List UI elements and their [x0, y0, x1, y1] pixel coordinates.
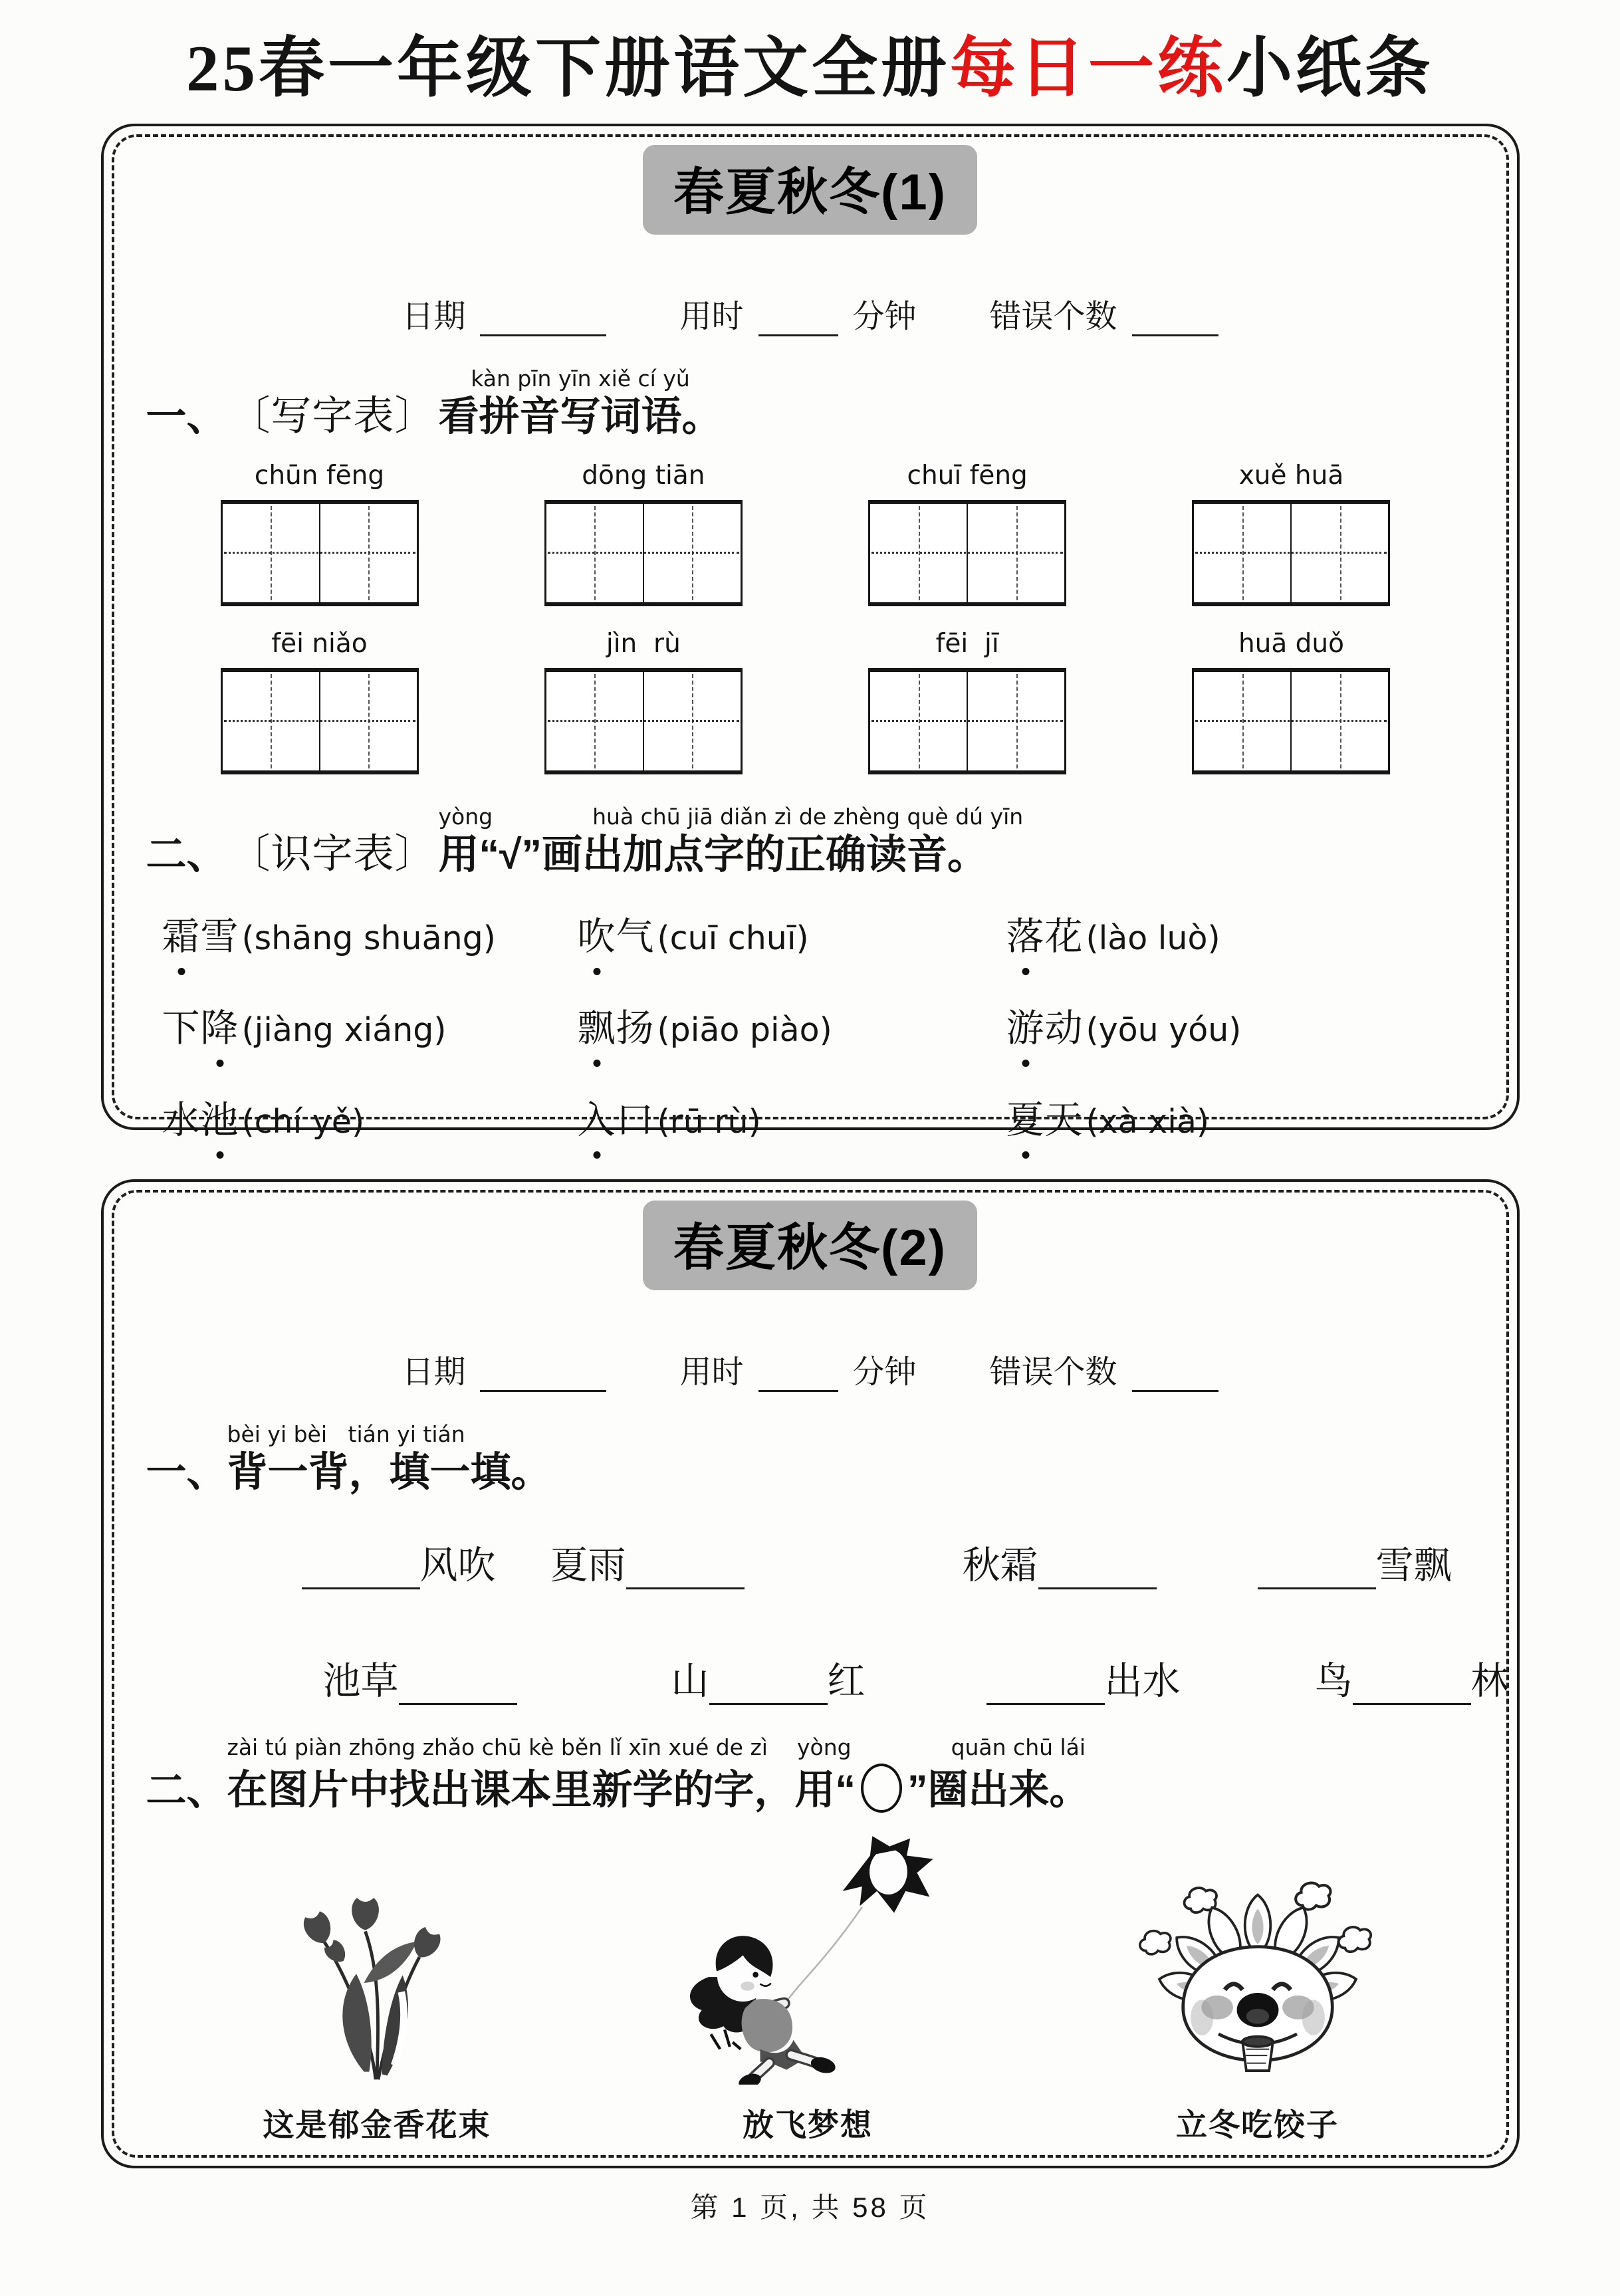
item-text: 林 — [1470, 1661, 1509, 1703]
fill-blank-row — [302, 1535, 1517, 1589]
pinyin-label: jìn rù — [606, 629, 681, 659]
dotted-char: 入 — [578, 1090, 616, 1144]
char: 天 — [1044, 1099, 1084, 1141]
pronunciation-item — [1006, 1090, 1517, 1144]
title-suffix: 小纸条 — [1226, 33, 1434, 105]
char: 水 — [162, 1099, 201, 1141]
minutes-label: 分钟 — [852, 1354, 917, 1390]
dotted-char: 落 — [1006, 906, 1045, 961]
title-text: ”圈出来。 — [907, 1767, 1090, 1813]
grid-cell[interactable] — [546, 504, 643, 602]
writing-grid[interactable] — [544, 668, 743, 774]
pronunciation-item — [578, 1090, 1006, 1144]
errors-label: 错误个数 — [989, 298, 1117, 334]
meta-row-2 — [104, 1346, 1517, 1392]
pinyin-part: yòng — [438, 804, 493, 830]
fill-blank-row — [323, 1651, 1517, 1705]
question-number: 二、 — [146, 832, 227, 877]
item-text: 秋霜 — [962, 1545, 1038, 1587]
question-tag: 〔识字表〕 — [229, 832, 436, 877]
worksheet-card-2 — [101, 1179, 1520, 2168]
pinyin-options[interactable]: (lào luò) — [1086, 919, 1220, 957]
pinyin-label: dōng tiān — [582, 461, 705, 491]
pinyin-label: fēi niǎo — [271, 629, 368, 659]
grid-cell[interactable] — [1194, 672, 1290, 770]
title-prefix: 25春一年级下册语文全册 — [186, 33, 950, 105]
fill-blank-item — [550, 1535, 745, 1589]
dotted-char: 夏 — [1006, 1090, 1045, 1144]
pinyin-annotation: bèi yi bèi tián yi tián — [227, 1421, 465, 1447]
pronunciation-item — [1006, 998, 1517, 1052]
word-item — [221, 461, 419, 606]
word-item — [1192, 461, 1390, 606]
char: 扬 — [616, 1007, 655, 1050]
item-text: 池草 — [322, 1661, 399, 1703]
tulip-bouquet-illustration[interactable] — [267, 1879, 487, 2085]
pinyin-part: zài tú piàn zhōng zhǎo chū kè běn lǐ xīn xué de zì — [227, 1734, 768, 1761]
question-title: 看拼音写词语。 — [438, 393, 723, 439]
char: 动 — [1044, 1007, 1084, 1050]
question-number: 二、 — [146, 1768, 227, 1813]
figure-caption: 立冬吃饺子 — [1176, 2107, 1339, 2143]
question-tag: 〔写字表〕 — [229, 394, 436, 439]
word-item — [221, 629, 419, 774]
girl-flying-kite-illustration[interactable] — [655, 1833, 961, 2085]
time-label: 用时 — [679, 1354, 744, 1390]
grid-cell[interactable] — [1290, 672, 1388, 770]
figure-tulip — [263, 1833, 491, 2145]
lesson-badge-1: 春夏秋冬(1) — [643, 145, 977, 235]
pinyin-options[interactable]: (chí yě) — [241, 1102, 365, 1141]
pinyin-label: huā duǒ — [1238, 629, 1345, 659]
item-text: 夏雨 — [550, 1545, 626, 1587]
answer-blank[interactable] — [302, 1550, 420, 1589]
pinyin-label: xuě huā — [1238, 461, 1344, 491]
grid-cell[interactable] — [223, 672, 319, 770]
writing-grid[interactable] — [868, 668, 1066, 774]
pinyin-part: quān chū lái — [951, 1734, 1086, 1761]
fill-blank-item — [1315, 1651, 1509, 1705]
answer-blank[interactable] — [399, 1666, 517, 1705]
fill-blank-item — [1258, 1535, 1452, 1589]
page-title — [0, 0, 1620, 104]
word-item — [544, 461, 743, 606]
pinyin-annotation — [439, 805, 1024, 829]
pinyin-annotation — [227, 1736, 1090, 1760]
question-1-heading — [146, 367, 1517, 439]
fill-blank-item — [323, 1651, 517, 1705]
question-number: 一、 — [146, 393, 227, 439]
question-title — [227, 1764, 1090, 1813]
item-text: 风吹 — [419, 1545, 496, 1587]
pinyin-annotation: kàn pīn yīn xiě cí yǔ — [471, 365, 690, 392]
question-number: 一、 — [146, 1448, 227, 1494]
char: 口 — [616, 1099, 655, 1141]
writing-grid[interactable] — [221, 500, 419, 606]
pinyin-part: huà chū jiā diǎn zì de zhèng què dú yīn — [592, 804, 1024, 830]
grid-cell[interactable] — [643, 504, 741, 602]
answer-blank[interactable] — [709, 1666, 828, 1705]
answer-blank[interactable] — [1038, 1550, 1157, 1589]
writing-grid[interactable] — [1192, 668, 1390, 774]
grid-cell[interactable] — [546, 672, 643, 770]
figure-kite-girl — [655, 1833, 961, 2145]
pinyin-options[interactable]: (piāo piào) — [657, 1010, 832, 1049]
word-item — [868, 461, 1066, 606]
time-blank[interactable] — [758, 1357, 838, 1392]
pinyin-options[interactable]: (rū rù) — [657, 1102, 761, 1141]
dotted-char: 池 — [201, 1090, 239, 1144]
char: 气 — [616, 915, 655, 958]
pinyin-options[interactable]: (jiàng xiáng) — [241, 1010, 447, 1049]
word-grid-row — [104, 629, 1517, 774]
word-item — [544, 629, 743, 774]
date-blank[interactable] — [480, 1357, 606, 1392]
grid-cell[interactable] — [319, 504, 417, 602]
pinyin-label: chūn fēng — [254, 461, 385, 491]
dotted-char: 游 — [1006, 998, 1045, 1052]
title-text: 在图片中找出课本里新学的字，用“ — [227, 1767, 856, 1813]
writing-grid[interactable] — [221, 668, 419, 774]
answer-blank[interactable] — [986, 1666, 1105, 1705]
grid-cell[interactable] — [643, 672, 741, 770]
grid-cell[interactable] — [967, 504, 1064, 602]
pinyin-label: chuī fēng — [907, 461, 1028, 491]
word-item — [868, 629, 1066, 774]
pronunciation-item — [578, 998, 1006, 1052]
lesson-badge-2: 春夏秋冬(2) — [643, 1201, 977, 1290]
time-label: 用时 — [679, 298, 744, 334]
date-label: 日期 — [402, 1354, 466, 1390]
item-text: 雪飘 — [1375, 1545, 1452, 1587]
date-blank[interactable] — [480, 301, 606, 336]
grid-cell[interactable] — [223, 504, 319, 602]
worksheet-card-1 — [101, 124, 1520, 1141]
figure-caption: 这是郁金香花束 — [263, 2107, 491, 2143]
item-text: 出水 — [1104, 1661, 1181, 1703]
figure-caption: 放飞梦想 — [743, 2107, 873, 2143]
title-highlight: 每日一练 — [950, 33, 1226, 105]
dotted-char: 降 — [201, 998, 239, 1052]
word-item — [1192, 629, 1390, 774]
meta-row-1 — [104, 290, 1517, 336]
page-number: 第 1 页, 共 58 页 — [690, 2191, 930, 2223]
errors-blank[interactable] — [1132, 301, 1218, 336]
fill-blank-item — [986, 1651, 1181, 1705]
pinyin-options[interactable]: (shāng shuāng) — [241, 919, 496, 957]
fill-blank-item — [963, 1535, 1157, 1589]
dotted-char: 霜 — [162, 906, 201, 961]
grid-cell[interactable] — [870, 504, 967, 602]
question-2-heading — [146, 805, 1517, 877]
date-label: 日期 — [402, 298, 466, 334]
figures-row — [104, 1833, 1517, 2145]
pinyin-options[interactable]: (xà xià) — [1086, 1102, 1209, 1141]
minutes-label: 分钟 — [852, 298, 917, 334]
pinyin-label: fēi jī — [935, 629, 999, 659]
errors-label: 错误个数 — [989, 1354, 1117, 1390]
errors-blank[interactable] — [1132, 1357, 1218, 1392]
question-title: 背一背，填一填。 — [227, 1448, 552, 1494]
item-text: 山 — [671, 1661, 709, 1703]
writing-grid[interactable] — [1192, 500, 1390, 606]
pronunciation-item — [162, 906, 578, 961]
grid-cell[interactable] — [870, 672, 967, 770]
item-text: 红 — [827, 1661, 866, 1703]
answer-blank[interactable] — [1258, 1550, 1376, 1589]
char: 花 — [1044, 915, 1084, 958]
question-1-heading — [146, 1423, 1517, 1494]
grid-cell[interactable] — [1290, 504, 1388, 602]
writing-grid[interactable] — [544, 500, 743, 606]
pronunciation-item — [578, 906, 1006, 961]
grid-cell[interactable] — [1194, 504, 1290, 602]
item-text: 鸟 — [1314, 1661, 1353, 1703]
pronunciation-item — [1006, 906, 1517, 961]
pronunciation-item — [162, 998, 578, 1052]
figure-dumpling — [1125, 1833, 1391, 2145]
grid-cell[interactable] — [967, 672, 1064, 770]
char: 下 — [162, 1007, 201, 1050]
circle-mark — [861, 1764, 902, 1813]
grid-cell[interactable] — [319, 672, 417, 770]
fill-blank-item — [302, 1535, 496, 1589]
pinyin-part: yòng — [796, 1734, 852, 1761]
pinyin-options[interactable]: (cuī chuī) — [657, 919, 809, 957]
word-grid-row — [104, 461, 1517, 606]
fill-blank-item — [671, 1651, 866, 1705]
char: 雪 — [200, 915, 239, 958]
dotted-char: 飘 — [578, 998, 616, 1052]
answer-blank[interactable] — [626, 1550, 745, 1589]
answer-blank[interactable] — [1353, 1666, 1471, 1705]
time-blank[interactable] — [758, 301, 838, 336]
question-title: 用“√”画出加点字的正确读音。 — [438, 832, 988, 877]
pronunciation-choices — [162, 906, 1517, 1144]
dotted-char: 吹 — [578, 906, 616, 961]
dumpling-illustration[interactable] — [1125, 1876, 1391, 2085]
pronunciation-item — [162, 1090, 578, 1144]
pinyin-options[interactable]: (yōu yóu) — [1086, 1010, 1242, 1049]
question-2-heading — [146, 1736, 1517, 1813]
writing-grid[interactable] — [868, 500, 1066, 606]
